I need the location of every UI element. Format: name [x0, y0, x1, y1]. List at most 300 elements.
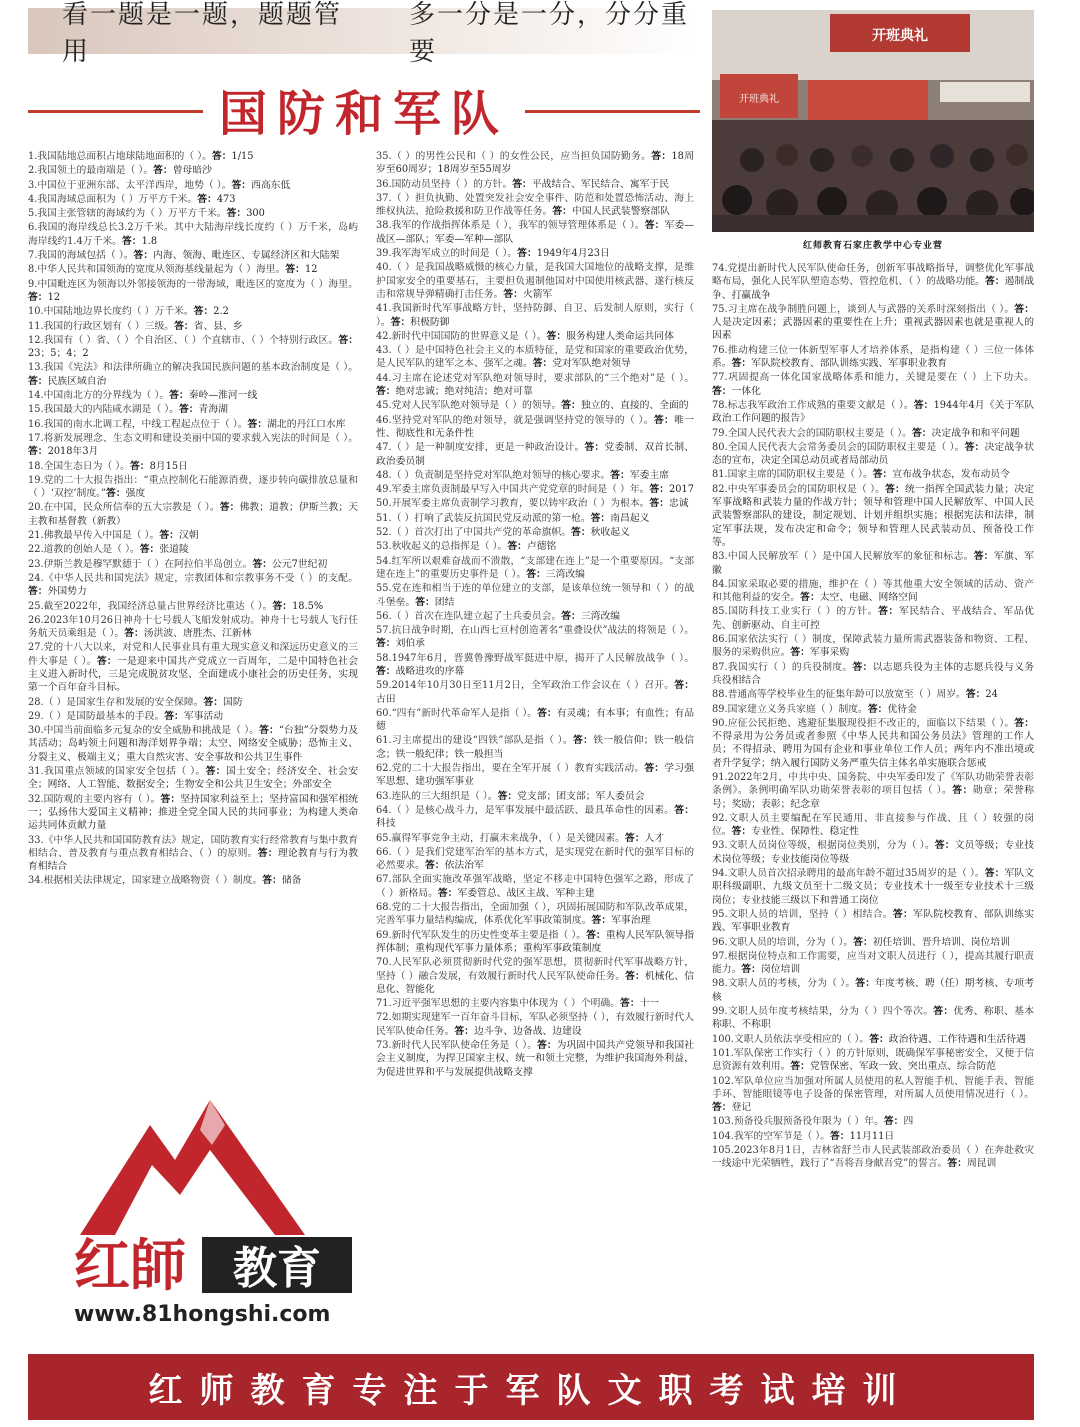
answer-text: 太空、电磁、网络空间	[819, 592, 918, 604]
answer-text: 三湾改编	[545, 568, 585, 580]
answer-text: 积极防御	[410, 316, 450, 328]
question-text: 71.习近平强军思想的主要内容集中体现为（ ）个明确。	[376, 998, 621, 1010]
answer-label: 答：	[649, 498, 670, 510]
questions-column-1	[28, 150, 358, 1040]
answer-text: 12	[47, 291, 61, 303]
answer-text: 1949年4月23日	[536, 248, 610, 260]
question-text: 86.国家依法实行（ ）制度，保障武装力量所需武器装备和物资、工程、服务的采购供应。	[712, 634, 1034, 659]
answer-label: 答：	[731, 358, 752, 370]
question-text: 94.文职人员首次招录聘用的最高年龄不超过35周岁的是（ ）。	[712, 868, 985, 880]
answer-text: 年度考核、聘（任）期考核、专项考核	[712, 978, 1034, 1003]
answer-label: 答：	[537, 1040, 557, 1051]
answer-text: 省、县、乡	[193, 320, 243, 332]
question-text: 97.根据岗位特点和工作需要，应当对文职人员进行（ ），提高其履行职责能力。	[712, 950, 1034, 976]
answer-label: 答：	[507, 541, 527, 553]
question-text: 91.2022年2月，中共中央、国务院、中央军委印发了《军队功勋荣誉表彰条例》。条例明确军队功勋荣誉表彰的项目包括（ ）。	[712, 771, 1034, 797]
question-text: 47.（ ）是一种制度安排，更是一种政治设计。	[376, 442, 585, 454]
questions-column-2	[376, 150, 694, 1340]
question-item	[28, 221, 358, 248]
answer-label: 答：	[973, 551, 994, 563]
question-text: 23.伊斯兰教是穆罕默德于（ ）在阿拉伯半岛创立。	[28, 558, 253, 570]
question-text: 36.国防动员坚持（ ）的方针。	[376, 178, 513, 190]
answer-label: 答：	[674, 804, 694, 816]
question-item	[376, 1039, 694, 1079]
answer-text: 十一	[639, 998, 660, 1010]
answer-label: 答：	[28, 291, 48, 303]
question-item	[376, 526, 694, 539]
question-text: 57.抗日战争时期，在山西七亘村创造著名“重叠设伏”战法的将领是（ ）。	[376, 625, 694, 637]
answer-label: 答：	[139, 544, 160, 556]
slogan-right: 多一分是一分，分分重要	[409, 0, 690, 67]
question-item	[376, 610, 694, 623]
question-item	[712, 344, 1034, 371]
answer-text: 政治待遇、工作待遇和生活待遇	[888, 1033, 1026, 1045]
question-item	[712, 977, 1034, 1004]
answer-text: 24	[985, 689, 998, 701]
question-text: 17.将新发展理念、生态文明和建设美丽中国的要求载入宪法的时间是（ ）。	[28, 432, 358, 444]
question-item	[376, 997, 694, 1010]
question-item	[712, 399, 1034, 426]
question-text: 78.标志我军政治工作成熟的重要文献是（ ）。	[712, 399, 914, 411]
question-item	[376, 873, 694, 900]
answer-label: 答：	[160, 793, 181, 805]
question-item	[376, 762, 694, 789]
question-text: 87.我国实行（ ）的兵役制度。	[712, 661, 853, 673]
answer-label: 答：	[651, 151, 672, 162]
answer-label: 答：	[800, 592, 820, 604]
question-item	[376, 469, 694, 482]
answer-label: 答：	[853, 936, 873, 948]
question-text: 50.开展军委主席负责制学习教育，要以铸牢政治（ ）为根本。	[376, 498, 650, 510]
question-text: 37.（ ）担负执勤、处置突发社会安全事件、防范和处置恐怖活动、海上维权执法、抢险救援和防卫作战等任务。	[376, 192, 694, 218]
answer-text: 军委主席	[629, 469, 670, 481]
answer-label: 答：	[644, 220, 665, 232]
answer-label: 答：	[1014, 303, 1034, 315]
question-text: 32.国防观的主要内容有（ ）。	[28, 793, 161, 805]
question-item	[376, 441, 694, 468]
answer-label: 答：	[674, 680, 694, 692]
question-item	[712, 717, 1034, 770]
answer-label: 答：	[124, 628, 144, 640]
answer-text: 军事治理	[611, 915, 651, 927]
answer-text: 刘伯承	[395, 638, 425, 650]
question-item	[28, 207, 358, 220]
answer-label: 答：	[913, 399, 934, 411]
question-item	[28, 263, 358, 276]
question-text: 10.中国陆地边界长度约（ ）万千米。	[28, 306, 194, 318]
answer-text: 中国人民武装警察部队	[571, 206, 670, 218]
answer-text: 学习强军思想、建功强军事业	[376, 763, 694, 788]
answer-label: 答：	[584, 442, 605, 454]
answer-label: 答：	[878, 606, 899, 618]
question-text: 9.中国毗连区为领海以外邻接领海的一带海域，毗连区的宽度为（ ）海里。	[28, 278, 358, 290]
question-item	[376, 192, 694, 219]
question-text: 12.我国有（ ）省、（ ）个自治区、（ ）个直辖市、（ ）个特别行政区。	[28, 334, 339, 346]
question-item	[28, 696, 358, 709]
slogan-bar	[28, 0, 698, 67]
answer-text: 国土安全；经济安全、社会安全；网络、人工智能、数据安全；生物安全和公共卫生安全；外部安全	[28, 766, 358, 791]
answer-label: 答：	[731, 826, 752, 838]
answer-text: 12	[304, 264, 318, 276]
question-text: 72.如期实现建军一百年奋斗目标，军队必须坚持（ ），有效履行新时代人民军队使命任务。	[376, 1012, 694, 1037]
question-text: 88.普通高等学校毕业生的征集年龄可以放宽至（ ）周岁。	[712, 689, 966, 701]
photo-caption: 红师教育石家庄教学中心专业营	[802, 241, 943, 251]
question-text: 11.我国的行政区划有（ ）三级。	[28, 320, 175, 332]
question-item	[376, 846, 694, 873]
answer-label: 答：	[537, 707, 557, 719]
question-item	[28, 724, 358, 764]
answer-label: 答：	[867, 703, 888, 715]
answer-label: 答：	[262, 875, 282, 887]
answer-text: 张道陵	[159, 544, 189, 556]
question-item	[712, 262, 1034, 302]
answer-label: 答：	[28, 586, 48, 598]
answer-label: 答：	[96, 655, 117, 667]
question-item	[712, 427, 1034, 440]
question-item	[28, 150, 358, 163]
answer-text: 军旗、军徽	[712, 551, 1034, 576]
answer-label: 答：	[259, 725, 279, 737]
photo-banner-main: 开班典礼	[872, 28, 928, 44]
answer-text: 2018年3月	[47, 446, 99, 458]
answer-label: 答：	[830, 1130, 850, 1142]
question-text: 18.全国生态日为（ ）。	[28, 460, 130, 472]
question-item	[712, 950, 1034, 977]
answer-label: 答：	[376, 638, 396, 650]
answer-label: 答：	[561, 400, 581, 412]
question-item	[712, 303, 1034, 343]
question-text: 1.我国陆地总面积占地球陆地面积的（ ）。	[28, 151, 212, 162]
question-text: 66.（ ）是我们党建军治军的基本方式，是实现党在新时代的强军目标的必然要求。	[376, 846, 694, 872]
answer-label: 答：	[590, 512, 611, 524]
answer-label: 答：	[653, 414, 675, 426]
answer-text: 军队文职科级副职、九级文员至十二级文员；专业技术十一级至专业技术十三级岗位；专业技能三级以下和普通工岗位	[712, 868, 1034, 906]
answer-text: 300	[246, 208, 265, 220]
question-item	[28, 389, 358, 402]
answer-text: 军委—战区—部队；军委—军种—部队	[376, 220, 694, 245]
question-item	[712, 703, 1034, 716]
answer-text: 军事采购	[809, 647, 850, 659]
question-text: 100.文职人员依法享受相应的（ ）。	[712, 1033, 870, 1045]
question-text: 52.（ ）首次打出了中国共产党的革命旗帜。	[376, 527, 572, 539]
question-item	[712, 1047, 1034, 1074]
answer-label: 答：	[203, 696, 224, 708]
answer-text: 储备	[281, 875, 302, 887]
question-text: 93.文职人员岗位等级，根据岗位类别，分为（ ）。	[712, 840, 935, 852]
question-text: 3.中国位于亚洲东部、太平洋西岸，地势（ ）。	[28, 179, 232, 191]
question-text: 51.（ ）打响了武装反抗国民党反动派的第一枪。	[376, 512, 591, 524]
question-item	[28, 793, 358, 833]
question-text: 24.《中华人民共和国宪法》规定，宗教团体和宗教事务不受（ ）的支配。	[28, 572, 358, 584]
answer-text: 公元7世纪初	[272, 558, 328, 570]
question-text: 60.“四有”新时代革命军人是指（ ）。	[376, 707, 538, 719]
question-text: 14.中国南北方的分界线为（ ）。	[28, 390, 170, 402]
answer-label: 答：	[965, 689, 986, 701]
answer-label: 答：	[952, 785, 973, 797]
answer-text: 机械化、信息化、智能化	[376, 970, 694, 995]
answer-text: 人才	[644, 832, 665, 844]
question-text: 104.我军的空军节是（ ）。	[712, 1130, 830, 1142]
question-item	[712, 688, 1034, 701]
question-text: 58.1947年6月，晋冀鲁豫野战军挺进中原，揭开了人民解放战争（ ）。	[376, 652, 694, 664]
answer-label: 答：	[454, 1025, 474, 1037]
answer-label: 答：	[872, 469, 893, 481]
question-item	[376, 832, 694, 845]
answer-text: 岗位培训	[760, 964, 801, 976]
answer-text: 党委制、双首长制、政治委员制	[376, 442, 694, 467]
question-text: 25.截至2022年，我国经济总量占世界经济比重达（ ）。	[28, 600, 273, 612]
question-item	[376, 178, 694, 191]
answer-label: 答：	[947, 1158, 967, 1170]
answer-text: 473	[216, 193, 236, 205]
answer-text: “台独”分裂势力及其活动；岛屿领土问题和海洋划界争端；太空、网络安全威胁；恐怖主义、分裂主义、极端主义；重大自然灾害、安全事故和公共卫生事件	[28, 725, 358, 763]
question-text: 99.文职人员年度考核结果，分为（ ）四个等次。	[712, 1006, 934, 1018]
question-item	[376, 555, 694, 582]
answer-text: 三湾改编	[580, 610, 621, 622]
question-text: 56.（ ）首次在连队建立起了士兵委员会。	[376, 610, 562, 622]
question-item	[28, 710, 358, 723]
answer-text: 1/15	[231, 151, 254, 162]
answer-text: 为巩固中国共产党领导和我国社会主义制度，为捍卫国家主权、统一和领土完整，为维护我国海外利益，为促进世界和平与发展提供战略支撑	[376, 1040, 694, 1078]
question-item	[376, 414, 694, 441]
footer-banner	[28, 1354, 1034, 1420]
answer-text: 南昌起义	[610, 512, 650, 524]
question-item	[712, 839, 1034, 866]
question-text: 70.人民军队必须贯彻新时代党的强军思想，贯彻新时代军事战略方针，坚持（ ）融合发展，有效履行新时代人民军队使命任务。	[376, 957, 694, 982]
answer-label: 答：	[591, 915, 612, 927]
answer-text: 服务构建人类命运共同体	[566, 330, 674, 342]
website-url[interactable]: www.81hongshi.com	[74, 1302, 331, 1327]
answer-label: 答：	[121, 235, 142, 247]
question-item	[712, 908, 1034, 935]
question-text: 30.中国当前面临多元复杂的安全威胁和挑战是（ ）。	[28, 725, 260, 737]
answer-text: 决定战争状态的宣布，决定全国总动员或者局部动员	[712, 441, 1034, 467]
question-text: 2.我国领土的最南端是（ ）。	[28, 165, 154, 177]
question-text: 75.习主席在战争制胜问题上，谈到人与武器的关系时深刻指出（ ）。	[712, 303, 1015, 315]
answer-text: 忠诚	[669, 498, 689, 510]
answer-text: 秦岭—淮河一线	[188, 390, 258, 402]
answer-text: 宣布战争状态，发布动员令	[892, 469, 1010, 481]
question-text: 61.习主席提出的建设“四铁”部队是指（ ）。	[376, 735, 573, 747]
question-item	[376, 219, 694, 246]
answer-label: 答：	[532, 358, 553, 370]
question-text: 64.（ ）是核心战斗力，是军事发展中最活跃、最具革命性的因素。	[376, 804, 675, 816]
answer-label: 答：	[571, 527, 591, 539]
question-text: 68.党的二十大报告指出，全面加强（ ），巩固拓展国防和军队改革成果，完善军事力量结构编成，体系优化军事政策制度。	[376, 902, 694, 927]
answer-label: 答：	[911, 427, 932, 439]
answer-text: 依法治军	[444, 860, 484, 872]
answer-label: 答：	[852, 661, 873, 673]
footer-slogan: 红师教育专注于军队文职考试培训	[148, 1370, 914, 1411]
question-text: 98.文职人员的考核，分为（ ）。	[712, 978, 856, 990]
question-text: 8.中华人民共和国领海的宽度从领海基线量起为（ ）海里。	[28, 264, 286, 276]
question-item	[712, 633, 1034, 660]
question-item	[376, 1011, 694, 1038]
question-item	[28, 432, 358, 459]
answer-text: 内海、领海、毗连区、专属经济区和大陆架	[153, 250, 340, 262]
answer-text: 军队院校教育、部队训练实践、军事职业教育	[712, 908, 1034, 934]
classroom-photo-illustration	[712, 10, 1034, 232]
question-text: 41.我国新时代军事战略方针，坚持防御、自卫、后发制人原则，实行（ ）。	[376, 303, 694, 328]
question-text: 85.国防科技工业实行（ ）的方针。	[712, 606, 879, 618]
answer-text: 以志愿兵役为主体的志愿兵役与义务兵役相结合	[712, 661, 1034, 686]
answer-label: 答：	[219, 502, 240, 514]
question-item	[712, 812, 1034, 839]
question-text: 40.（ ）是我国战略威慑的核心力量，是我国大国地位的战略支撑，是维护国家安全的重要基石，主要担负遏制他国对中国使用核武器、遂行核反击和常规导弹精确打击任务。	[376, 262, 694, 300]
question-item	[28, 361, 358, 388]
answer-text: 军委管总、战区主战、军种主建	[457, 887, 595, 899]
question-text: 27.党的十八大以来，对党和人民事业具有重大现实意义和深远历史意义的三件大事是（ ）。	[28, 642, 358, 667]
answer-label: 答：	[415, 596, 435, 608]
answer-label: 答：	[869, 1033, 889, 1045]
question-item	[28, 614, 358, 641]
answer-text: 决定战争和和平问题	[931, 427, 1020, 439]
answer-label: 答：	[231, 179, 252, 191]
answer-label: 答：	[205, 766, 226, 778]
question-text: 29.（ ）是国防最基本的手段。	[28, 710, 165, 722]
answer-text: 曾母暗沙	[172, 165, 212, 177]
answer-text: 平战结合、军民结合、寓军于民	[531, 178, 670, 190]
question-text: 90.应征公民拒绝、逃避征集服现役拒不改正的，面临以下结果（ ）。	[712, 717, 1015, 729]
question-text: 15.我国最大的内陆咸水湖是（ ）。	[28, 404, 179, 416]
answer-text: 初任培训、晋升培训、岗位培训	[872, 936, 1010, 948]
answer-label: 答：	[517, 248, 537, 260]
answer-label: 答：	[174, 320, 194, 332]
question-item	[376, 483, 694, 496]
answer-text: 8月15日	[149, 460, 188, 472]
answer-text: 11月11日	[849, 1130, 895, 1142]
question-item	[28, 501, 358, 528]
answer-label: 答：	[28, 375, 48, 387]
question-text: 95.文职人员的培训，坚持（ ）相结合。	[712, 908, 893, 920]
question-item	[28, 474, 358, 501]
question-item	[376, 344, 694, 371]
question-text: 13.我国《宪法》和法律所确立的解决我国民族问题的基本政治制度是（ ）。	[28, 362, 358, 374]
slogan-left: 看一题是一题，题题管用	[62, 0, 343, 67]
question-item	[376, 512, 694, 525]
answer-text: 一是迎来中国共产党成立一百周年，二是中国特色社会主义进入新时代，三是完成脱贫攻坚、全面建成小康社会的历史任务，实现第一个百年奋斗目标。	[28, 655, 358, 694]
question-item	[376, 261, 694, 301]
question-text: 101.军队保密工作实行（ ）的方针原则，既确保军事秘密安全，又便于信息资源有效利用。	[712, 1047, 1034, 1073]
question-item	[28, 278, 358, 305]
question-text: 92.文职人员主要编配在军民通用、非直接参与作战、且（ ）较强的岗位。	[712, 812, 1034, 838]
answer-label: 答：	[226, 208, 247, 220]
answer-text: 军民结合、平战结合、军品优先、创新驱动、自主可控	[712, 606, 1034, 631]
question-item	[376, 247, 694, 260]
question-item	[376, 497, 694, 510]
answer-text: 专业性、保障性、稳定性	[751, 826, 859, 838]
question-item	[376, 790, 694, 803]
answer-label: 答：	[526, 568, 546, 580]
answer-label: 答：	[1014, 717, 1034, 729]
question-text: 21.佛教最早传入中国是（ ）。	[28, 530, 160, 542]
answer-label: 答：	[561, 610, 581, 622]
question-text: 81.国家主席的国防职权主要是（ ）。	[712, 469, 873, 481]
answer-label: 答：	[572, 735, 594, 747]
question-text: 33.《中华人民共和国国防教育法》规定，国防教育实行经常教育与集中教育相结合、普及教育与重点教育相结合、（ ）的原则。	[28, 834, 358, 859]
answer-text: 重构人民军队领导指挥体制；重构现代军事力量体系；重构军事政策制度	[376, 929, 694, 954]
answer-label: 答：	[252, 558, 273, 570]
answer-label: 答：	[338, 334, 358, 346]
question-item	[28, 164, 358, 177]
question-item	[28, 543, 358, 556]
question-text: 44.习主席在论述党对军队绝对领导时，要求部队的“三个绝对”是（ ）。	[376, 372, 694, 384]
question-text: 26.2023年10月26日神舟十七号载人飞船发射成功。神舟十七号载人飞行任务航天员乘组是（ ）。	[28, 614, 358, 640]
question-text: 16.我国的南水北调工程，中线工程起点位于（ ）。	[28, 418, 248, 430]
question-item	[376, 302, 694, 329]
question-text: 53.秋收起义的总指挥是（ ）。	[376, 541, 508, 553]
answer-text: 1944年4月《关于军队政治工作问题的报告》	[712, 399, 1034, 425]
question-item	[28, 641, 358, 694]
opening-ceremony-photo	[712, 10, 1034, 232]
question-item	[376, 707, 694, 734]
hongshi-logo	[60, 1085, 360, 1335]
answer-label: 答：	[211, 151, 232, 162]
answer-text: 统一指挥全国武装力量；决定军事战略和武装力量的作战方针；领导和管理中国人民解放军、中国人民武装警察部队的建设，制定规划、计划并组织实施；根据宪法和法律，制定军事法规，发布决定和命令；领导和管理人民武装动员、预备役工作等。	[712, 483, 1034, 548]
question-item	[28, 193, 358, 206]
answer-label: 答：	[197, 193, 217, 205]
question-item	[712, 771, 1034, 811]
answer-label: 答：	[164, 710, 184, 722]
answer-text: 湖北的丹江口水库	[267, 418, 346, 430]
question-text: 46.坚持党对军队的绝对领导，就是强调坚持党的领导的（ ）。	[376, 414, 654, 426]
answer-text: 佛教；道教；伊斯兰教；天主教和基督教（新教）	[28, 502, 358, 527]
answer-text: 18周岁至60周岁；18周岁至55周岁	[376, 151, 694, 176]
answer-label: 答：	[133, 250, 154, 262]
answer-text: 坚持国家利益至上；坚持富国和强军相统一；弘扬伟大爱国主义精神；推进全党全国人民的共同事业；为构建人类命运共同体贡献力量	[28, 793, 358, 832]
answer-label: 答：	[28, 446, 48, 458]
answer-label: 答：	[512, 178, 532, 190]
answer-label: 答：	[790, 1061, 810, 1073]
answer-label: 答：	[247, 418, 268, 430]
question-item	[28, 834, 358, 874]
answer-text: 铁一般信仰；铁一般信念；铁一般纪律；铁一般担当	[376, 735, 694, 760]
answer-text: 西高东低	[251, 179, 291, 191]
question-item	[28, 179, 358, 192]
answer-text: 青海湖	[198, 404, 228, 416]
answer-text: 四	[903, 1116, 914, 1128]
answer-label: 答：	[106, 488, 126, 500]
answer-label: 答：	[424, 860, 445, 872]
question-item	[712, 1144, 1034, 1171]
answer-text: 汉朝	[178, 530, 199, 542]
question-text: 62.党的二十大报告指出，要在全军开展（ ）教育实践活动。	[376, 763, 645, 775]
question-text: 69.新时代军队发生的历史性变革主要是指（ ）。	[376, 929, 587, 941]
answer-text: 古田	[376, 693, 396, 705]
question-item	[28, 558, 358, 571]
question-item	[712, 1033, 1034, 1046]
question-text: 89.国家建立义务兵家庭（ ）制度。	[712, 703, 868, 715]
question-text: 79.全国人民代表大会的国防职权主要是（ ）。	[712, 427, 912, 439]
question-item	[376, 679, 694, 706]
answer-label: 答：	[376, 665, 396, 677]
question-text: 63.连队的三大组织是（ ）。	[376, 790, 498, 802]
question-item	[376, 150, 694, 177]
question-text: 6.我国的海岸线总长3.2万千米。其中大陆海岸线长度约（ ）万千米，岛屿海岸线约1.4万千米。	[28, 222, 358, 247]
question-text: 83.中国人民解放军（ ）是中国人民解放军的象征和标志。	[712, 551, 974, 563]
question-text: 82.中央军事委员会的国防职权是（ ）。	[712, 483, 886, 495]
question-item	[712, 1130, 1034, 1143]
question-text: 65.赢得军事竞争主动，打赢未来战争，（ ）是关键因素。	[376, 832, 625, 844]
page-title-block	[28, 66, 700, 152]
question-text: 19.党的二十大报告指出：“重点控制化石能源消费，逐步转向碳排放总量和（ ）‘双控’制度。”	[28, 474, 358, 500]
answer-text: 科技	[376, 818, 396, 830]
question-item	[376, 734, 694, 761]
question-item	[28, 460, 358, 473]
question-text: 5.我国主张管辖的海域约为（ ）万平方千米。	[28, 208, 227, 220]
answer-label: 答：	[624, 832, 645, 844]
answer-label: 答：	[644, 763, 665, 775]
